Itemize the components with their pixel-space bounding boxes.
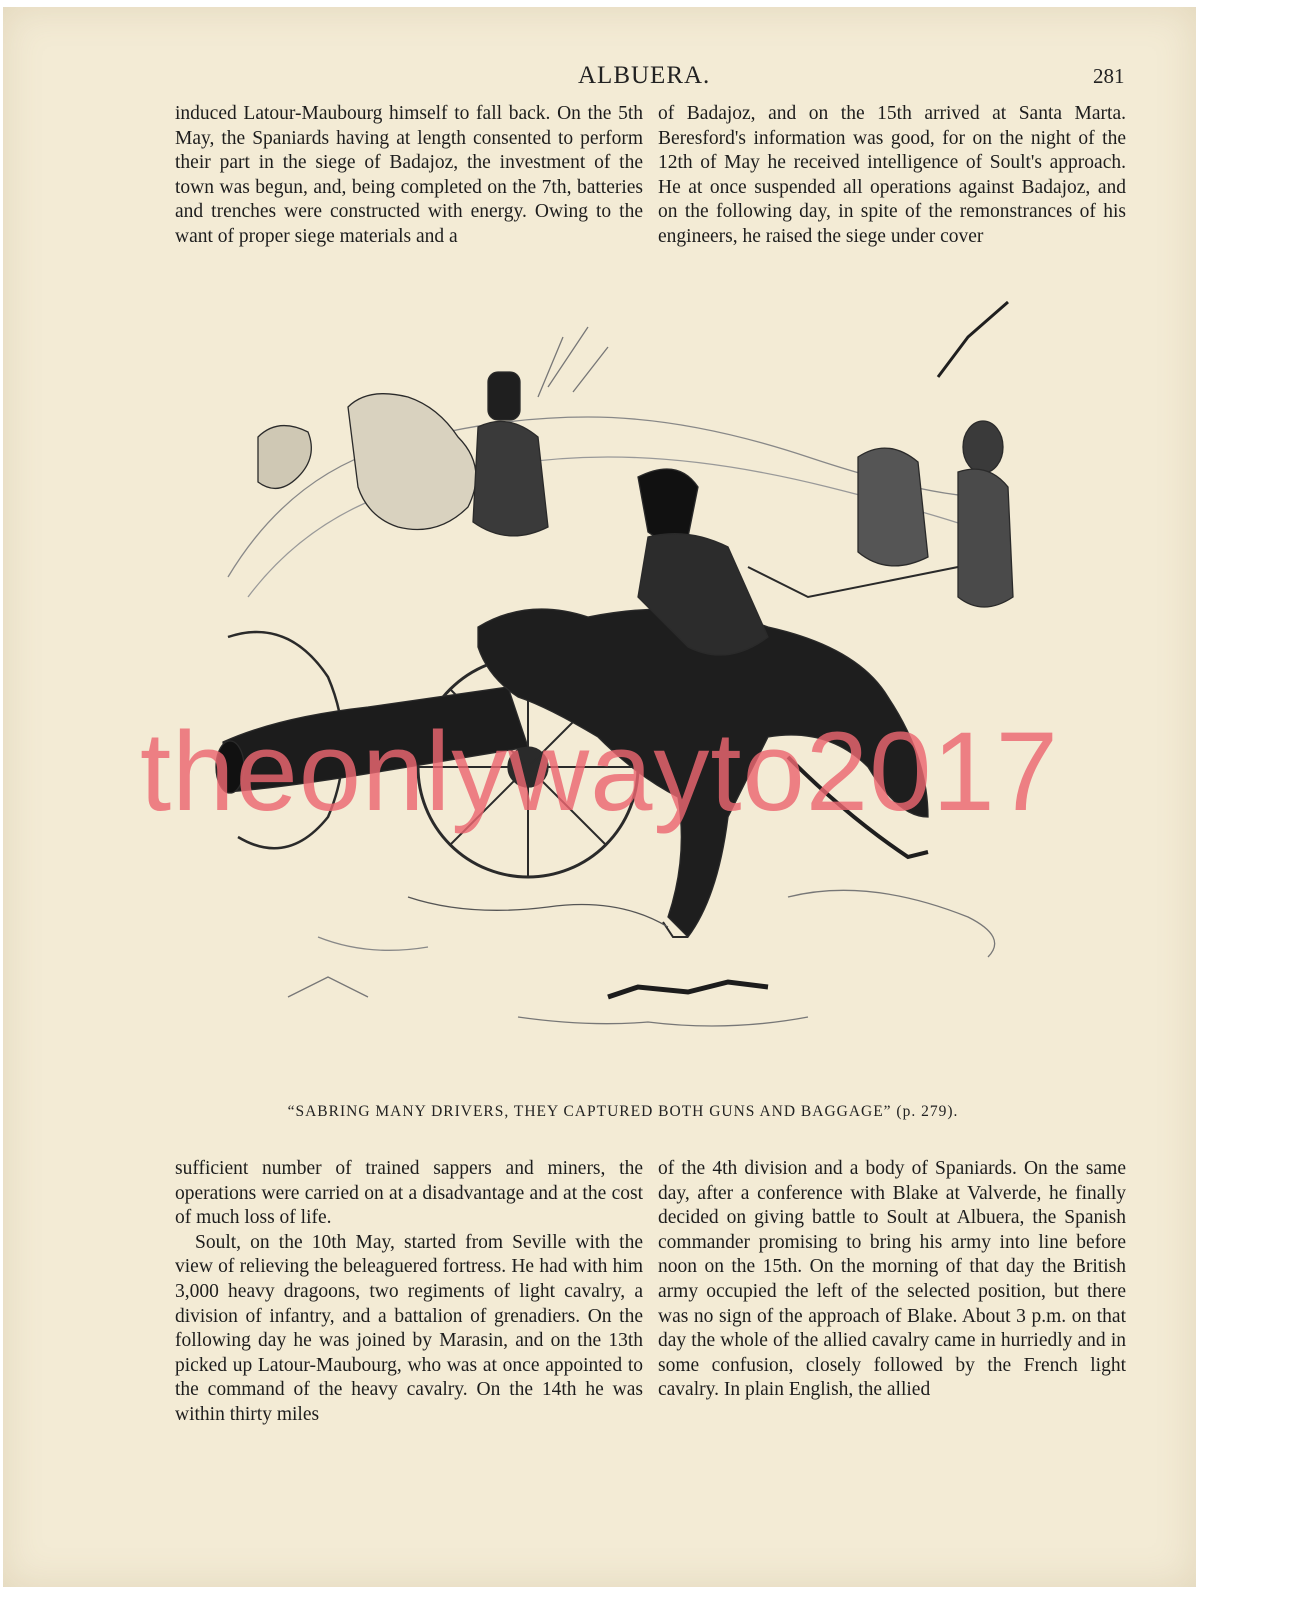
cavalry-engraving [168, 297, 1128, 1077]
illustration-caption: “SABRING MANY DRIVERS, THEY CAPTURED BOTH GUNS AND BAGGAGE” (p. 279). [287, 1103, 959, 1120]
running-title: ALBUERA. [578, 62, 711, 89]
top-left-column [175, 102, 643, 250]
bottom-left-column [175, 1157, 643, 1428]
top-right-column [658, 102, 1126, 250]
paragraph: of Badajoz, and on the 15th arrived at Santa Marta. Beresford's information was good, for on the night of the 12th of May he received intelligence of Soult's approach. He at once suspended all operations against Badajoz, and on the following day, in spite of the remonstrances of his engineers, he raised the siege under cover [658, 103, 1126, 247]
paragraph: of the 4th division and a body of Spaniards. On the same day, after a conference with Blake at Valverde, he finally decided on giving battle to Soult at Albuera, the Spanish commander promising to bring his army into line before noon on the 15th. On the morning of that day the British army occupied the left of the selected position, but there was no sign of the approach of Blake. About 3 p.m. on that day the whole of the allied cavalry came in hurriedly and in some confusion, closely followed by the French light cavalry. In plain English, the allied [658, 1158, 1126, 1401]
battle-illustration [168, 297, 1128, 1077]
paragraph: Soult, on the 10th May, started from Seville with the view of relieving the beleaguered fortress. He had with him 3,000 heavy dragoons, two regiments of light cavalry, a division of infantry, and a battalion of grenadiers. On the following day he was joined by Marasin, and on the 13th picked up Latour-Maubourg, who was at once appointed to the command of the heavy cavalry. On the 14th he was within thirty miles [175, 1231, 643, 1425]
paragraph: induced Latour-Maubourg himself to fall back. On the 5th May, the Spaniards having at length consented to perform their part in the siege of Badajoz, the investment of the town was begun, and, being completed on the 7th, batteries and trenches were constructed with energy. Owing to the want of proper siege materials and a [175, 103, 643, 247]
page-number: 281 [1093, 64, 1125, 88]
book-page [3, 7, 1196, 1587]
watermark-text: theonlywayto2017 [140, 709, 1059, 834]
bottom-right-column [658, 1157, 1126, 1403]
paragraph: sufficient number of trained sappers and miners, the operations were carried on at a disadvantage and at the cost of much loss of life. [175, 1158, 643, 1229]
